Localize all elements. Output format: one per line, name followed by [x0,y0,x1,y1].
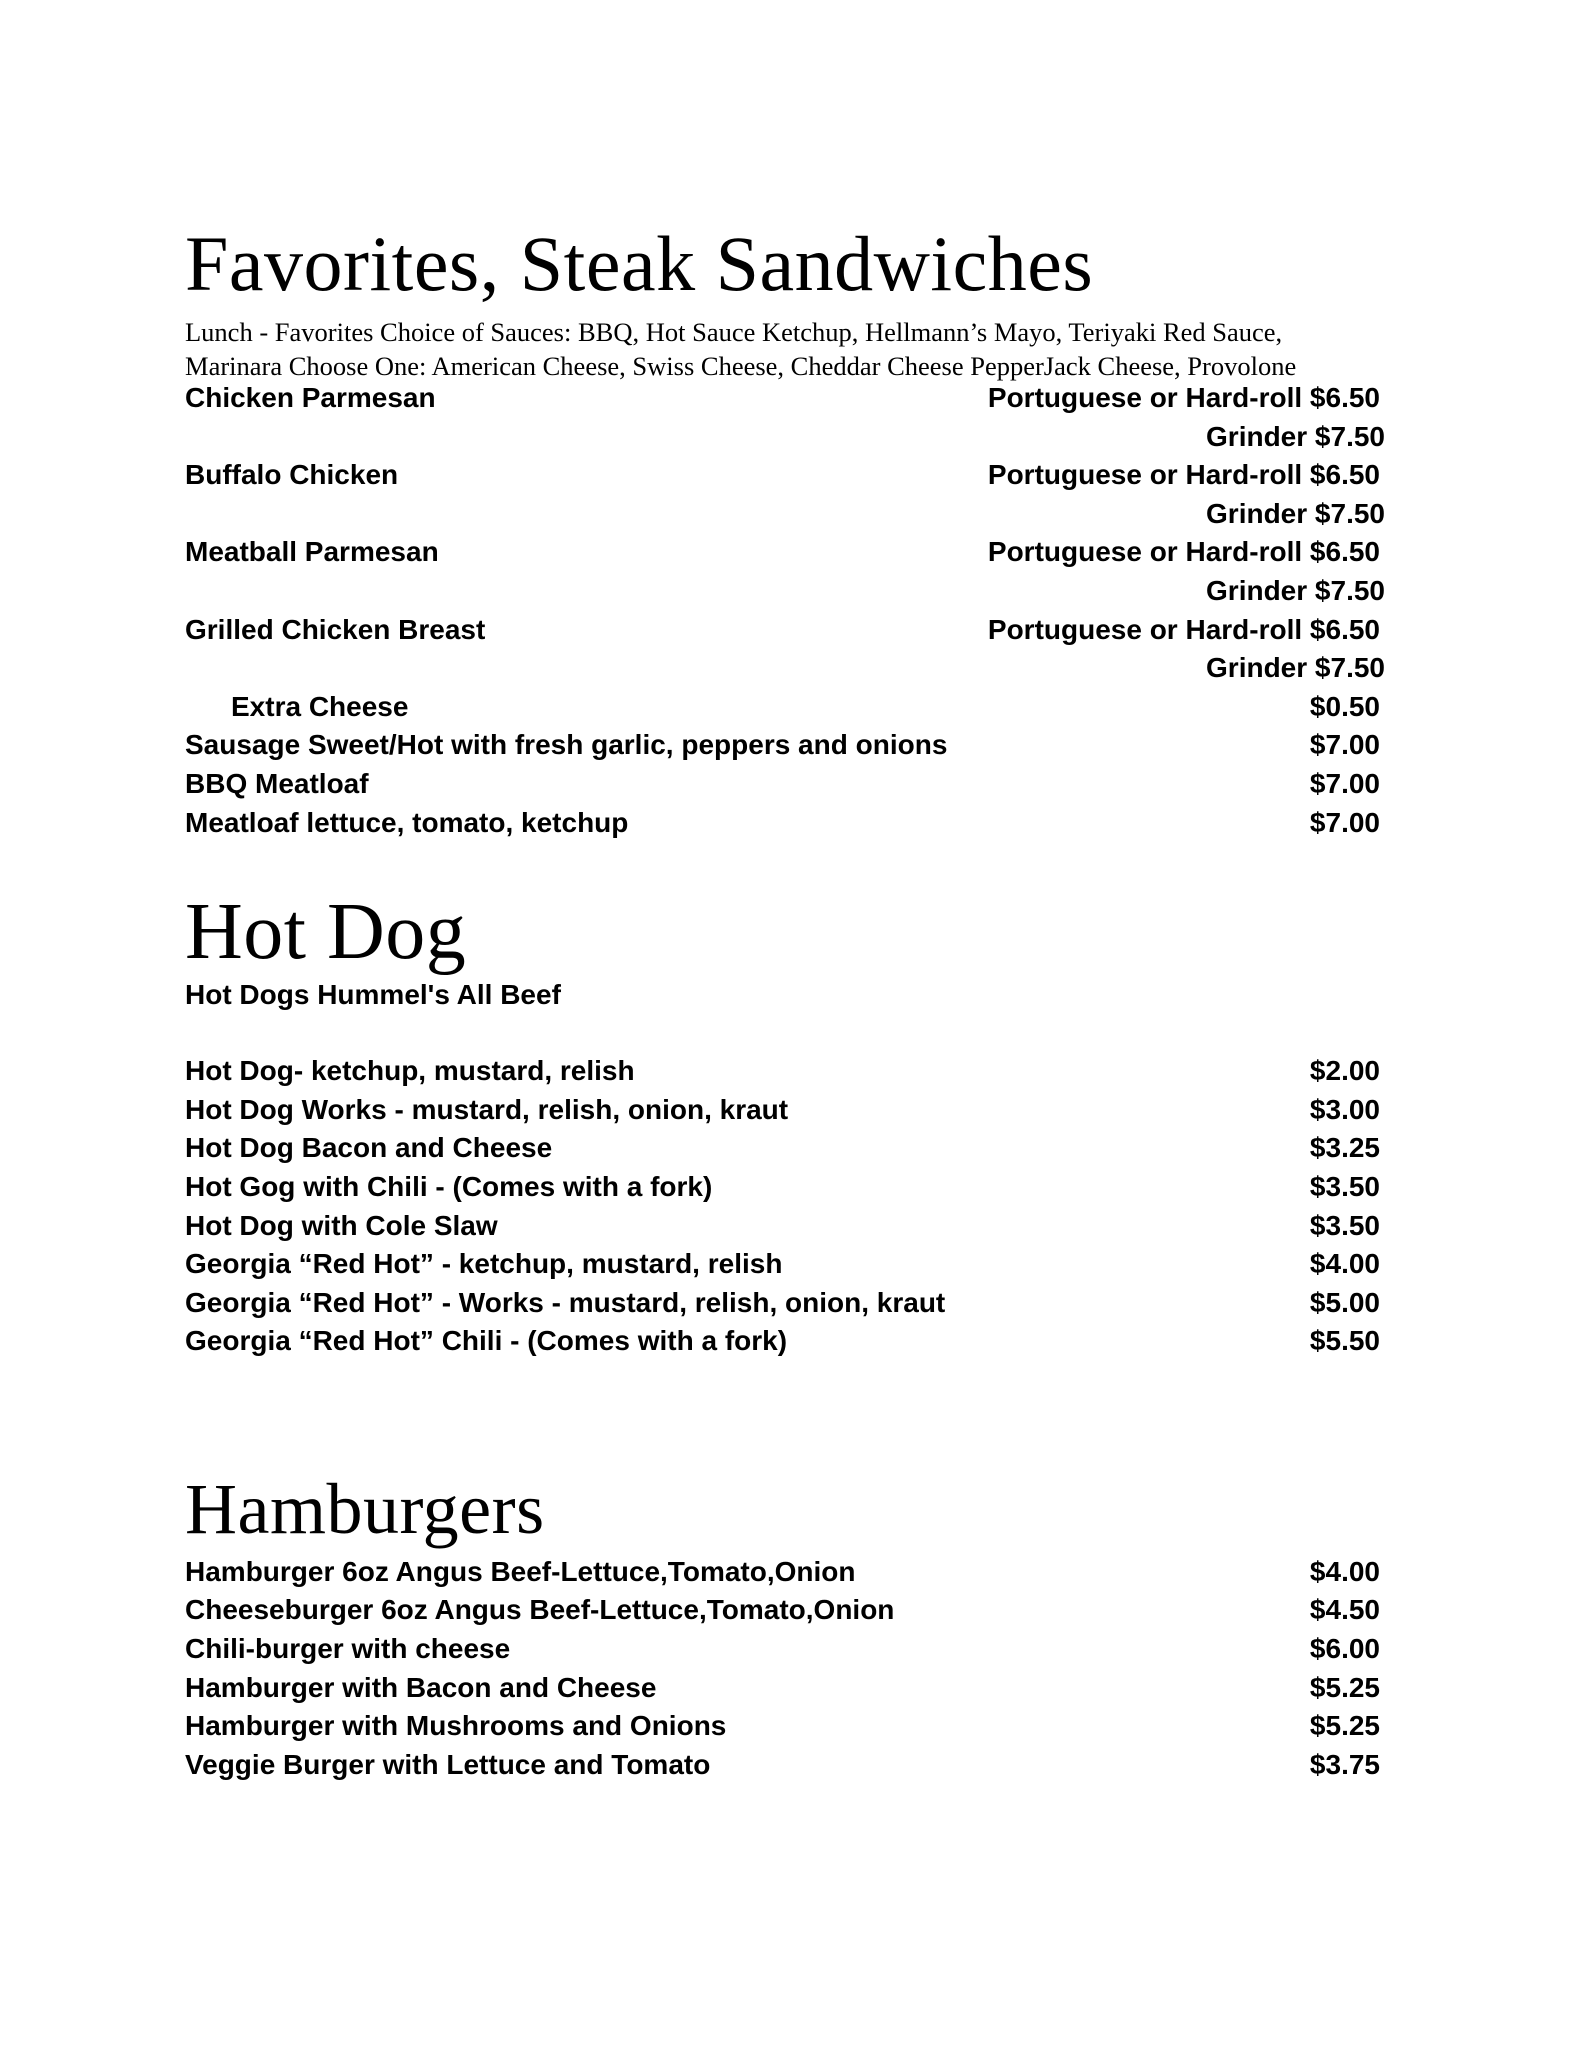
item-price: Grinder $7.50 [1206,497,1385,529]
item-name: Sausage Sweet/Hot with fresh garlic, peppers and onions [185,729,948,761]
item-name: Chicken Parmesan [185,382,436,413]
section-title: Favorites, Steak Sandwiches [185,220,1094,307]
menu-item [185,765,1380,804]
item-name: Grilled Chicken Breast [185,613,486,645]
item-name: Hot Gog with Chili - (Comes with a fork) [185,1170,713,1202]
item-price: Portuguese or Hard-roll $6.50 [987,536,1380,568]
item-price: Portuguese or Hard-roll $6.50 [987,459,1380,491]
item-price: $5.25 [1309,1710,1380,1742]
menu-item [185,1669,1380,1708]
item-name: Meatloaf lettuce, tomato, ketchup [185,806,629,838]
section-title: Hamburgers [185,1468,545,1549]
menu-item [185,1129,1380,1168]
item-name: Cheeseburger 6oz Angus Beef-Lettuce,Tomato,Onion [185,1594,895,1626]
menu-list [185,1052,1380,1361]
item-price: $5.25 [1309,1671,1380,1703]
menu-item [185,1707,1380,1746]
menu-item [185,1746,1380,1785]
item-price: $7.00 [1309,806,1380,838]
menu-item [185,688,1380,727]
item-name: Georgia “Red Hot” - ketchup, mustard, relish [185,1248,783,1280]
item-name: Hot Dog with Cole Slaw [185,1209,498,1241]
item-price: Grinder $7.50 [1206,652,1385,684]
intro-line: Lunch - Favorites Choice of Sauces: BBQ, Hot Sauce Ketchup, Hellmann’s Mayo, Teriyaki Red Sauce, [185,317,1283,347]
menu-item [185,1091,1380,1130]
section-hamburgers [185,1468,1385,1785]
item-price: $3.00 [1309,1093,1380,1125]
menu-item [185,1322,1380,1361]
menu-item [185,1168,1380,1207]
item-name: Hamburger with Bacon and Cheese [185,1671,657,1703]
menu-item [185,1630,1380,1669]
item-price: $5.50 [1309,1325,1380,1357]
menu-item [185,533,1380,572]
item-name: Hamburger 6oz Angus Beef-Lettuce,Tomato,Onion [185,1555,856,1587]
item-name: Georgia “Red Hot” - Works - mustard, relish, onion, kraut [185,1286,946,1318]
item-price: $7.00 [1309,729,1380,761]
menu-item [185,804,1380,843]
section-favorites [185,220,1385,842]
item-price: $3.25 [1309,1132,1380,1164]
item-price: $4.00 [1309,1248,1380,1280]
menu-item [185,456,1380,495]
item-price: Portuguese or Hard-roll $6.50 [987,613,1380,645]
item-price: $3.50 [1309,1170,1380,1202]
item-price: $3.50 [1309,1209,1380,1241]
menu-item [185,649,1385,688]
item-name: Georgia “Red Hot” Chili - (Comes with a fork) [185,1325,788,1357]
item-price: $6.00 [1309,1633,1380,1665]
menu-item [185,1284,1380,1323]
section-intro [185,315,1385,383]
section-subtitle: Hot Dogs Hummel's All Beef [185,979,561,1011]
item-name: Chili-burger with cheese [185,1633,511,1665]
menu-item [185,418,1385,457]
item-name: Meatball Parmesan [185,536,439,568]
item-name: Hot Dog Works - mustard, relish, onion, kraut [185,1093,789,1125]
item-price: Grinder $7.50 [1206,574,1385,606]
item-price: $5.00 [1309,1286,1380,1318]
menu-item [185,611,1380,650]
menu-item [185,726,1380,765]
menu-item [185,1052,1380,1091]
menu-content [185,220,1385,1784]
item-name: Extra Cheese [231,690,409,722]
section-hot-dog [185,888,1385,1361]
item-price: $2.00 [1309,1055,1380,1087]
section-title: Hot Dog [185,888,467,977]
item-price: Portuguese or Hard-roll $6.50 [987,382,1380,413]
item-name: Hot Dog Bacon and Cheese [185,1132,553,1164]
item-name: BBQ Meatloaf [185,767,369,799]
menu-item [185,572,1385,611]
item-name: Buffalo Chicken [185,459,399,491]
item-price: $4.00 [1309,1555,1380,1587]
menu-list [185,1553,1380,1785]
item-name: Hamburger with Mushrooms and Onions [185,1710,727,1742]
item-price: $7.00 [1309,767,1380,799]
intro-line: Marinara Choose One: American Cheese, Swiss Cheese, Cheddar Cheese PepperJack Cheese, Provolone [185,351,1297,381]
menu-item [185,1553,1380,1592]
item-price: Grinder $7.50 [1206,420,1385,452]
item-price: $3.75 [1309,1748,1380,1780]
item-name: Veggie Burger with Lettuce and Tomato [185,1748,711,1780]
menu-item [185,1207,1380,1246]
menu-item [185,379,1380,418]
item-name: Hot Dog- ketchup, mustard, relish [185,1055,635,1087]
menu-list [185,379,1385,842]
menu-item [185,495,1385,534]
menu-item [185,1591,1380,1630]
menu-item [185,1245,1380,1284]
item-price: $0.50 [1309,690,1380,722]
item-price: $4.50 [1309,1594,1380,1626]
